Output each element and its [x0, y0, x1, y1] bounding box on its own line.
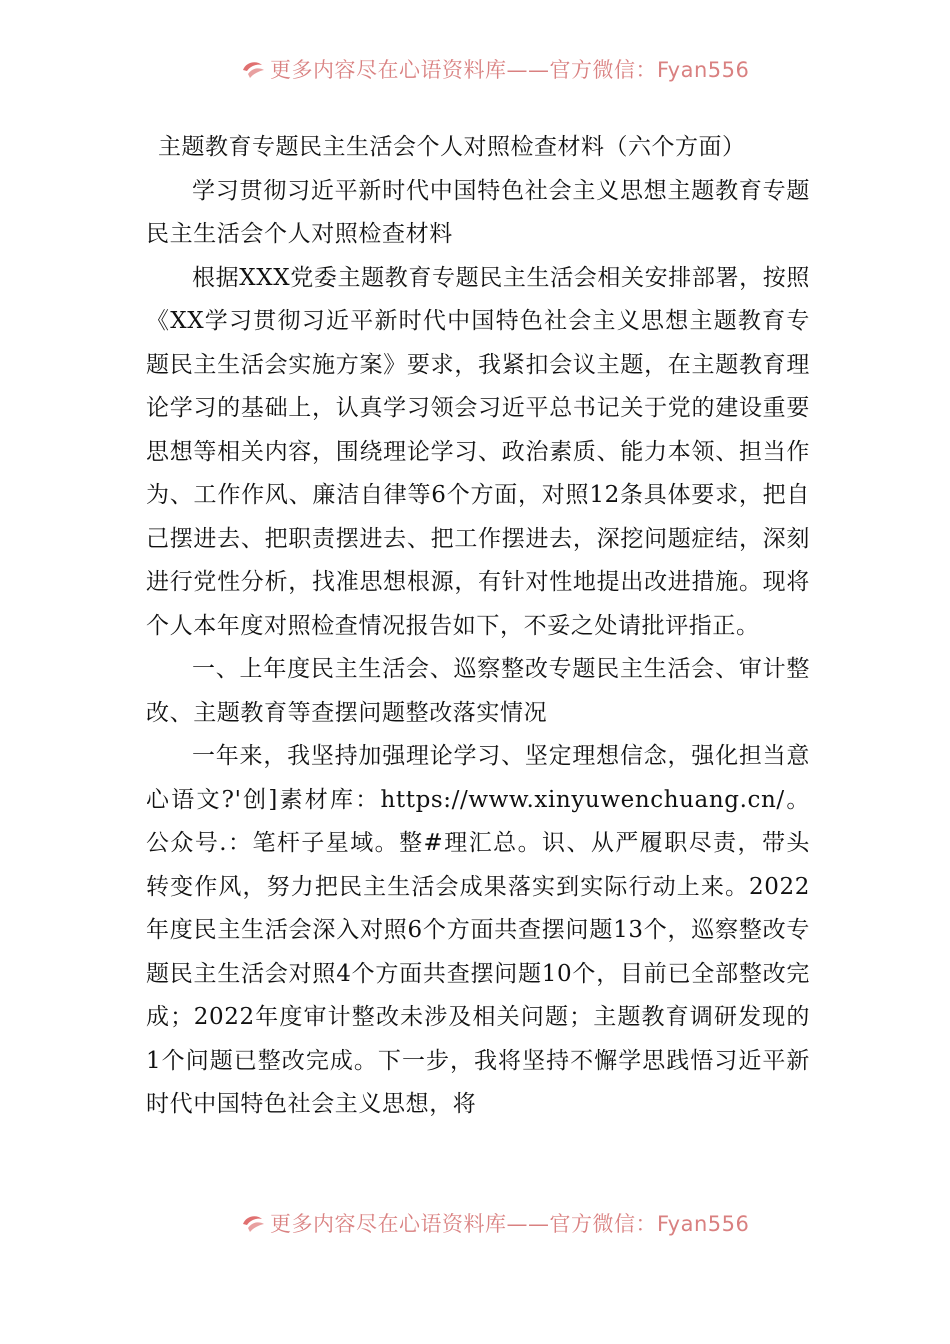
section-heading: 一、上年度民主生活会、巡察整改专题民主生活会、审计整改、主题教育等查摆问题整改落实情况 — [146, 656, 810, 726]
body-paragraph: 根据XXX党委主题教育专题民主生活会相关安排部署，按照《XX学习贯彻习近平新时代中国特色社会主义思想主题教育专题民主生活会实施方案》要求，我紧扣会议主题，在主题教育理论学习的基础上，认真学习领会习近平总书记关于党的建设重要思想等相关内容，围绕理论学习、政治素质、能力本领、担当作为、工作作风、廉洁自律等6个方面，对照12条具体要求，把自己摆进去、把职责摆进去、把工作摆进去，深挖问题症结，深刻进行党性分析，找准思想根源，有针对性地提出改进措施。现将个人本年度对照检查情况报告如下，不妥之处请批评指正。 — [146, 264, 810, 639]
header-watermark — [0, 52, 950, 92]
body-paragraph: 一年来，我坚持加强理论学习、坚定理想信念，强化担当意心语文?'创]素材库：https://www.xinyuwenchuang.cn/。公众号.：笔杆子星域。整#理汇总。识、从严履职尽责，带头转变作风，努力把民主生活会成果落实到实际行动上来。2022年度民主生活会深入对照6个方面共查摆问题13个，巡察整改专题民主生活会对照4个方面共查摆问题10个，目前已全部整改完成；2022年度审计整改未涉及相关问题；主题教育调研发现的1个问题已整改完成。下一步，我将坚持不懈学思践悟习近平新时代中国特色社会主义思想，将 — [146, 743, 810, 1117]
brand-logo-icon — [240, 1210, 266, 1236]
watermark-text: 更多内容尽在心语资料库——官方微信：Fyan556 — [270, 58, 750, 82]
watermark-text: 更多内容尽在心语资料库——官方微信：Fyan556 — [270, 1212, 750, 1236]
footer-watermark — [0, 1206, 950, 1246]
document-subtitle: 学习贯彻习近平新时代中国特色社会主义思想主题教育专题民主生活会个人对照检查材料 — [146, 177, 810, 247]
brand-logo-icon — [240, 56, 266, 82]
document-body — [146, 126, 810, 1127]
document-title: 主题教育专题民主生活会个人对照检查材料（六个方面） — [158, 134, 746, 160]
